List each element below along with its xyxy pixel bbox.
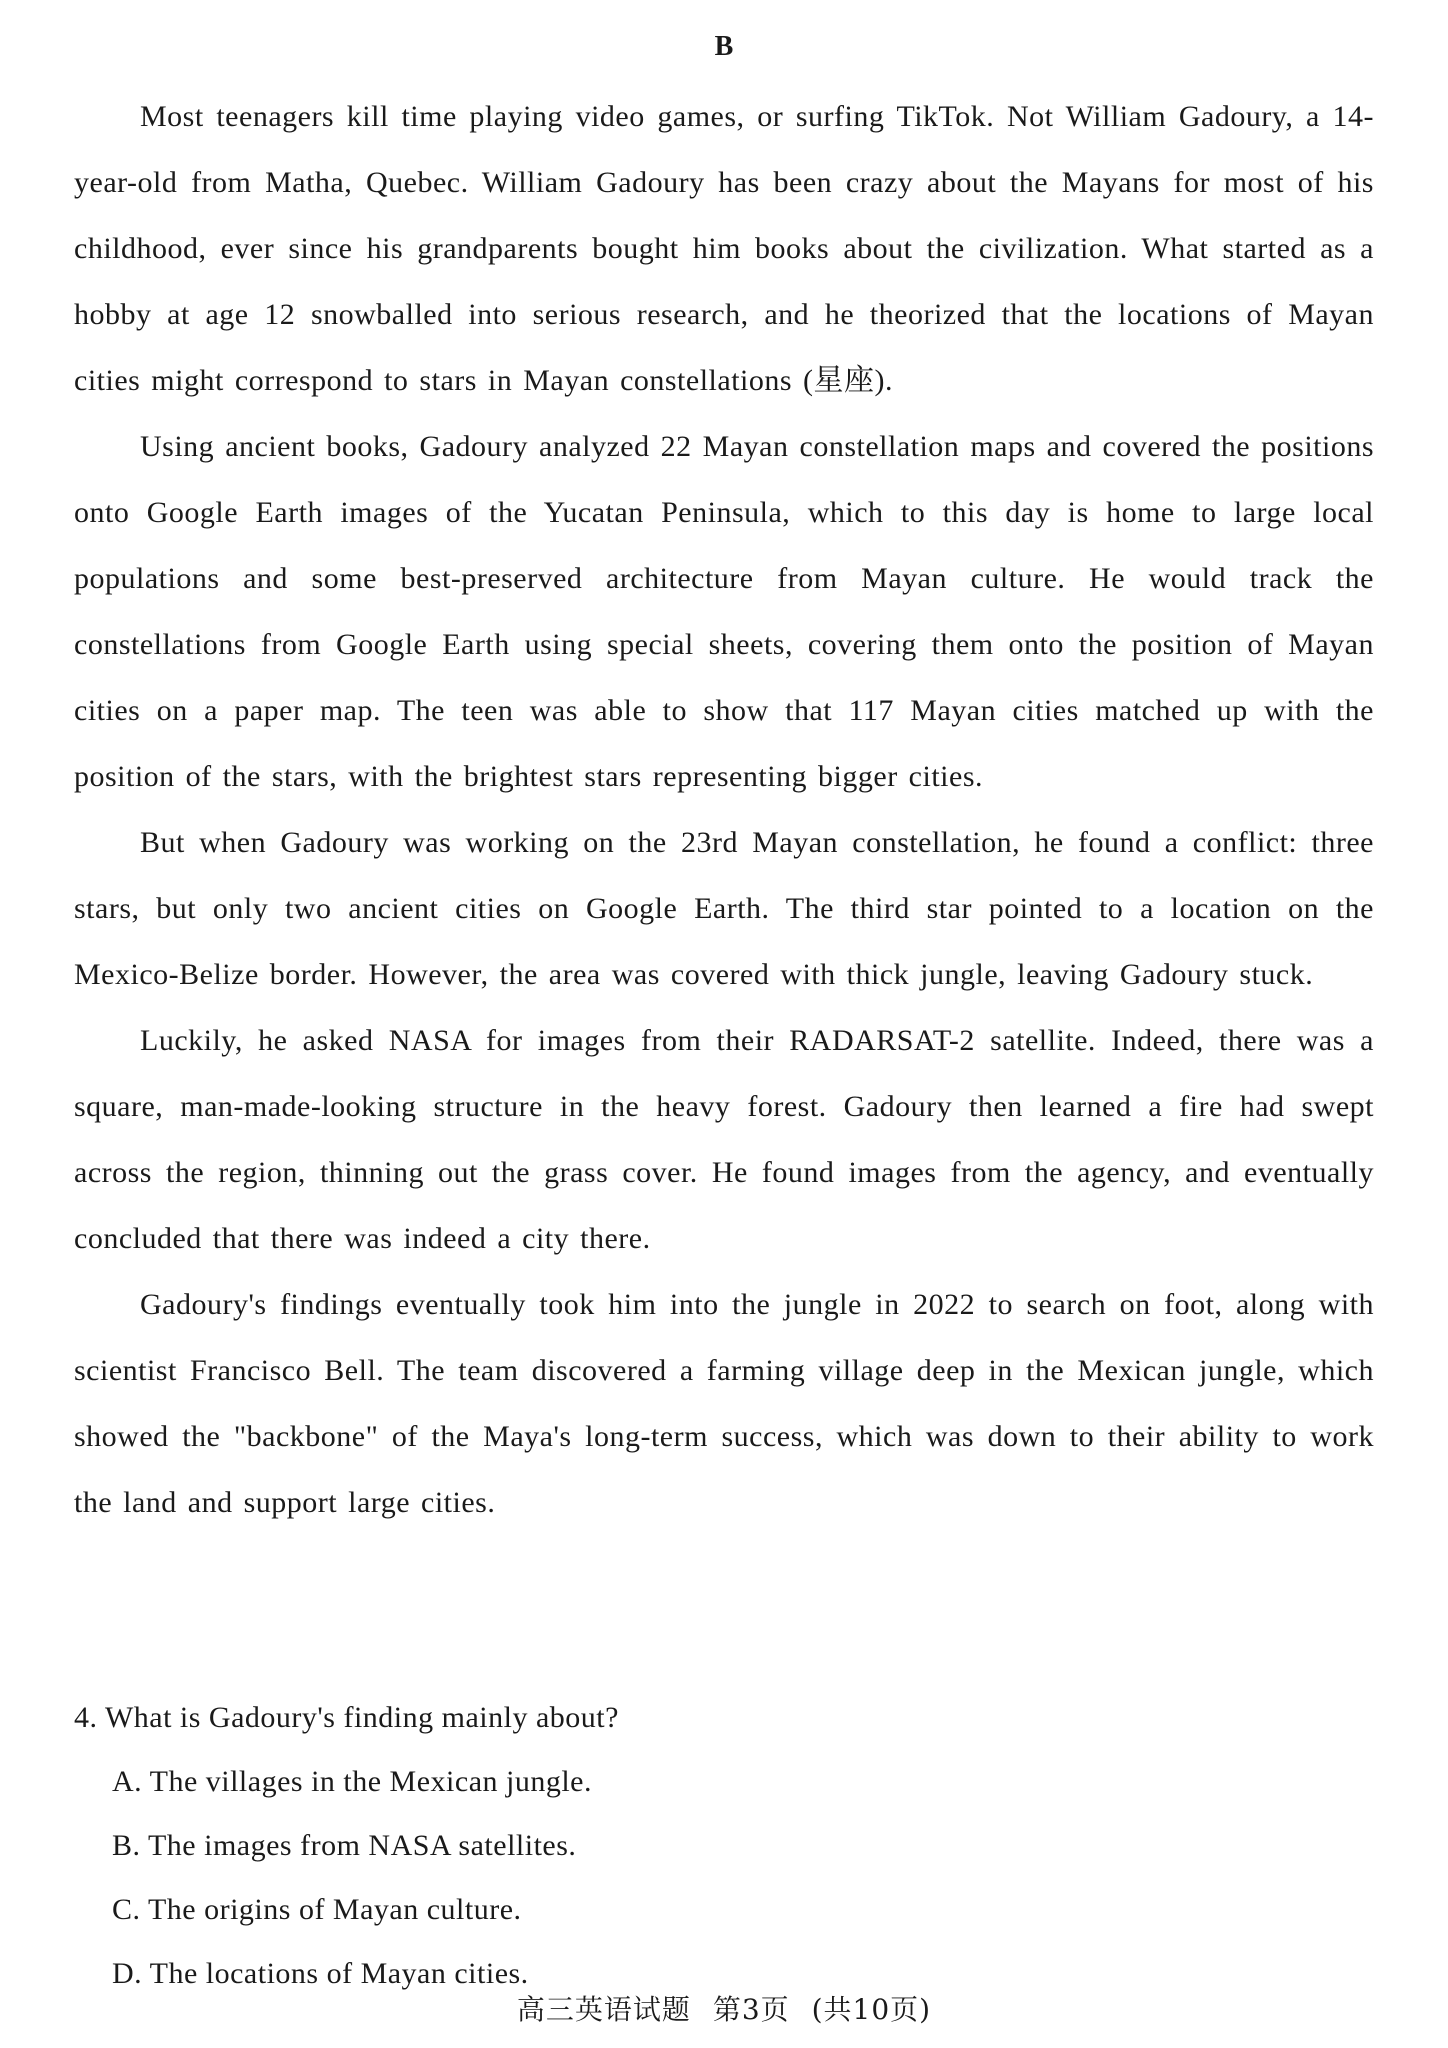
question-stem: 4. What is Gadoury's finding mainly about? [74,1701,619,1734]
option-c: C. The origins of Mayan culture. [112,1893,522,1926]
section-title: B [714,31,734,62]
passage-paragraph-5: Gadoury's findings eventually took him into the jungle in 2022 to search on foot, along with scientist Francisco Bell. The team discovered a farming village deep in the Mexican jungle, which showed the "backbone" of the Maya's long-term success, which was down to their ability to work the land and support large cities. [74,1288,1374,1519]
passage-paragraph-4: Luckily, he asked NASA for images from their RADARSAT-2 satellite. Indeed, there was a square, man-made-looking structure in the heavy forest. Gadoury then learned a fire had swept across the region, thinning out the grass cover. He found images from the agency, and eventually concluded that there was indeed a city there. [74,1024,1374,1255]
footer-page-number: 第3页 [712,1993,790,2026]
option-b: B. The images from NASA satellites. [112,1829,577,1862]
reading-passage [74,84,1374,1536]
passage-paragraph-1: Most teenagers kill time playing video games, or surfing TikTok. Not William Gadoury, a 14-year-old from Matha, Quebec. William Gadoury has been crazy about the Mayans for most of his childhood, ever since his grandparents bought him books about the civilization. What started as a hobby at age 12 snowballed into serious research, and he theorized that the locations of Mayan cities might correspond to stars in Mayan constellations (星座). [74,100,1374,397]
option-a: A. The villages in the Mexican jungle. [112,1765,593,1798]
option-d: D. The locations of Mayan cities. [112,1957,529,1990]
passage-paragraph-2: Using ancient books, Gadoury analyzed 22 Mayan constellation maps and covered the positions onto Google Earth images of the Yucatan Peninsula, which to this day is home to large local populations and some best-preserved architecture from Mayan culture. He would track the constellations from Google Earth using special sheets, covering them onto the position of Mayan cities on a paper map. The teen was able to show that 117 Mayan cities matched up with the position of the stars, with the brightest stars representing bigger cities. [74,430,1374,793]
footer-exam-title: 高三英语试题 [516,1993,691,2026]
question-4 [74,1686,1374,2006]
passage-paragraph-3: But when Gadoury was working on the 23rd Mayan constellation, he found a conflict: three stars, but only two ancient cities on Google Earth. The third star pointed to a location on the Mexico-Belize border. However, the area was covered with thick jungle, leaving Gadoury stuck. [74,826,1374,991]
page-footer [0,1992,1448,2028]
footer-page-total: (共10页) [811,1993,932,2026]
